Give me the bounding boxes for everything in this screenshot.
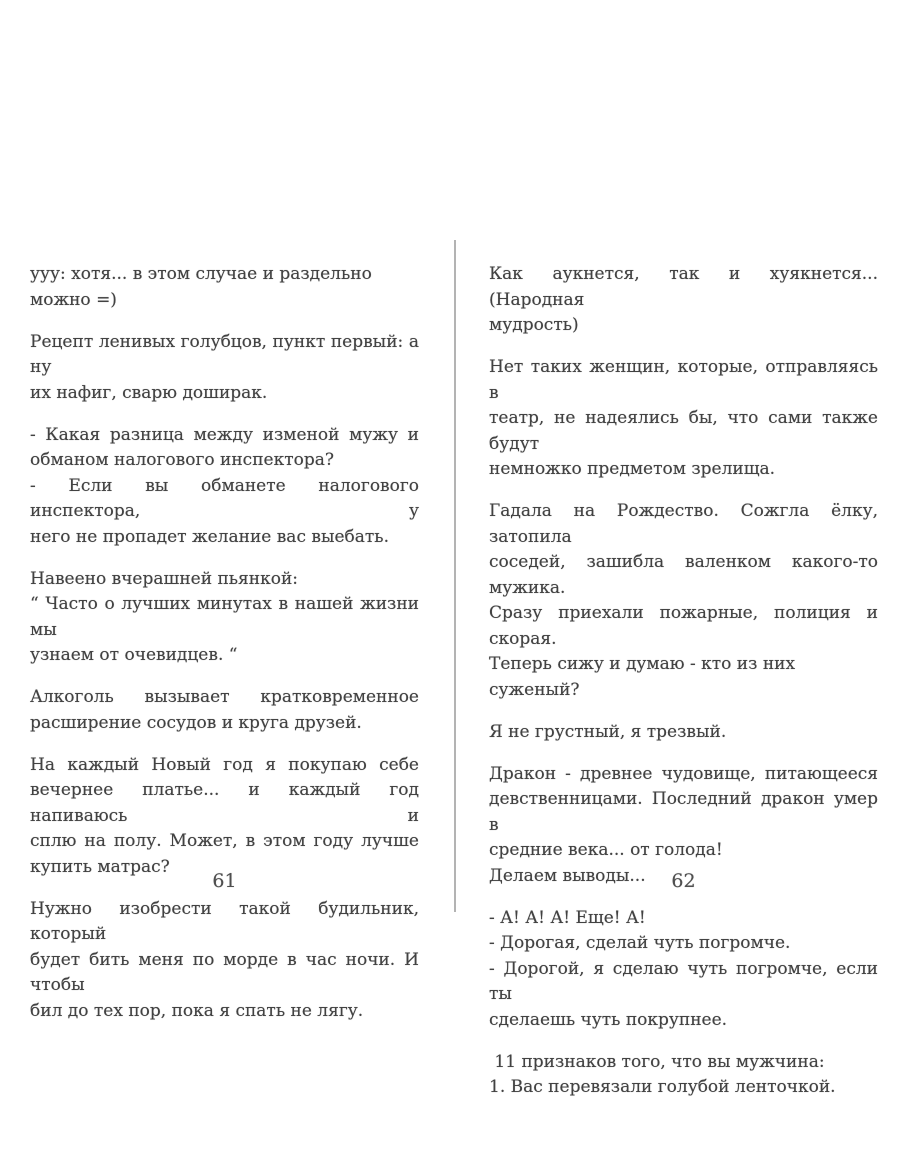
text-line: Сразу приехали пожарные, полиция и скорая. xyxy=(489,603,878,649)
text-line: Дракон - древнее чудовище, питающееся xyxy=(489,763,878,784)
paragraph xyxy=(30,897,419,1025)
paragraph xyxy=(489,906,878,1034)
text-line: Алкоголь вызывает кратковременное xyxy=(30,687,419,707)
text-line: обманом налогового инспектора? xyxy=(30,450,334,470)
paragraph xyxy=(30,685,419,736)
text-line: “ Часто о лучших минутах в нашей жизни мы xyxy=(30,594,419,640)
text-line: бил до тех пор, пока я спать не лягу. xyxy=(30,1000,364,1021)
text-line: 11 признаков того, что вы мужчина: xyxy=(489,1051,825,1072)
text-line: Делаем выводы... xyxy=(489,865,646,886)
text-line: будет бить меня по морде в час ночи. И чтобы xyxy=(30,949,419,995)
text-line: узнаем от очевидцев. “ xyxy=(30,645,238,665)
page-column-right xyxy=(489,262,878,1101)
paragraph xyxy=(489,262,878,339)
paragraph xyxy=(489,1050,878,1101)
text-line: - А! А! А! Еще! А! xyxy=(489,907,646,928)
paragraph xyxy=(489,499,878,703)
text-line: Нужно изобрести такой будильник, который xyxy=(30,898,419,944)
text-line: Теперь сижу и думаю - кто из них суженый? xyxy=(489,654,796,700)
paragraph xyxy=(30,262,419,313)
page-column-left xyxy=(30,262,419,1024)
text-line: их нафиг, сварю доширак. xyxy=(30,382,268,403)
text-line: Гадала на Рождество. Сожгла ёлку, затопила xyxy=(489,501,878,547)
text-line: купить матрас? xyxy=(30,856,170,877)
text-line: театр, не надеялись бы, что сами также будут xyxy=(489,408,878,454)
paragraph xyxy=(489,720,878,746)
paragraph xyxy=(489,355,878,483)
page-divider xyxy=(454,240,456,912)
text-line: - Дорогая, сделай чуть погромче. xyxy=(489,933,791,953)
text-line: - Какая разница между изменой мужу и xyxy=(30,424,419,445)
text-line: - Дорогой, я сделаю чуть погромче, если ты xyxy=(489,958,878,1004)
text-line: него не пропадет желание вас выебать. xyxy=(30,526,389,547)
text-line: Рецепт ленивых голубцов, пункт первый: а ну xyxy=(30,331,419,377)
text-line: - Если вы обманете налогового инспектора, у xyxy=(30,475,419,521)
text-line: расширение сосудов и круга друзей. xyxy=(30,712,362,733)
page-number-right: 62 xyxy=(671,870,696,892)
text-line: сделаешь чуть покрупнее. xyxy=(489,1009,728,1030)
text-line: соседей, зашибла валенком какого-то мужика. xyxy=(489,552,878,598)
text-line: ууу: хотя... в этом случае и раздельно можно =) xyxy=(30,264,372,310)
text-line: девственницами. Последний дракон умер в xyxy=(489,789,878,835)
text-line: мудрость) xyxy=(489,315,579,335)
paragraph xyxy=(30,330,419,407)
paragraph xyxy=(30,567,419,669)
paragraph xyxy=(30,753,419,881)
text-line: На каждый Новый год я покупаю себе xyxy=(30,754,419,775)
text-line: Нет таких женщин, которые, отправляясь в xyxy=(489,357,878,403)
text-line: немножко предметом зрелища. xyxy=(489,459,776,479)
text-line: средние века... от голода! xyxy=(489,840,723,860)
text-line: Навеено вчерашней пьянкой: xyxy=(30,568,298,589)
text-line: Я не грустный, я трезвый. xyxy=(489,721,727,742)
text-line: 1. Вас перевязали голубой ленточкой. xyxy=(489,1077,836,1097)
text-line: Как аукнется, так и хуякнется... (Народная xyxy=(489,264,878,310)
text-line: вечернее платье... и каждый год напиваюсь и xyxy=(30,780,419,826)
text-line: сплю на полу. Может, в этом году лучше xyxy=(30,831,419,851)
paragraph xyxy=(30,423,419,551)
page-number-left: 61 xyxy=(212,870,237,892)
